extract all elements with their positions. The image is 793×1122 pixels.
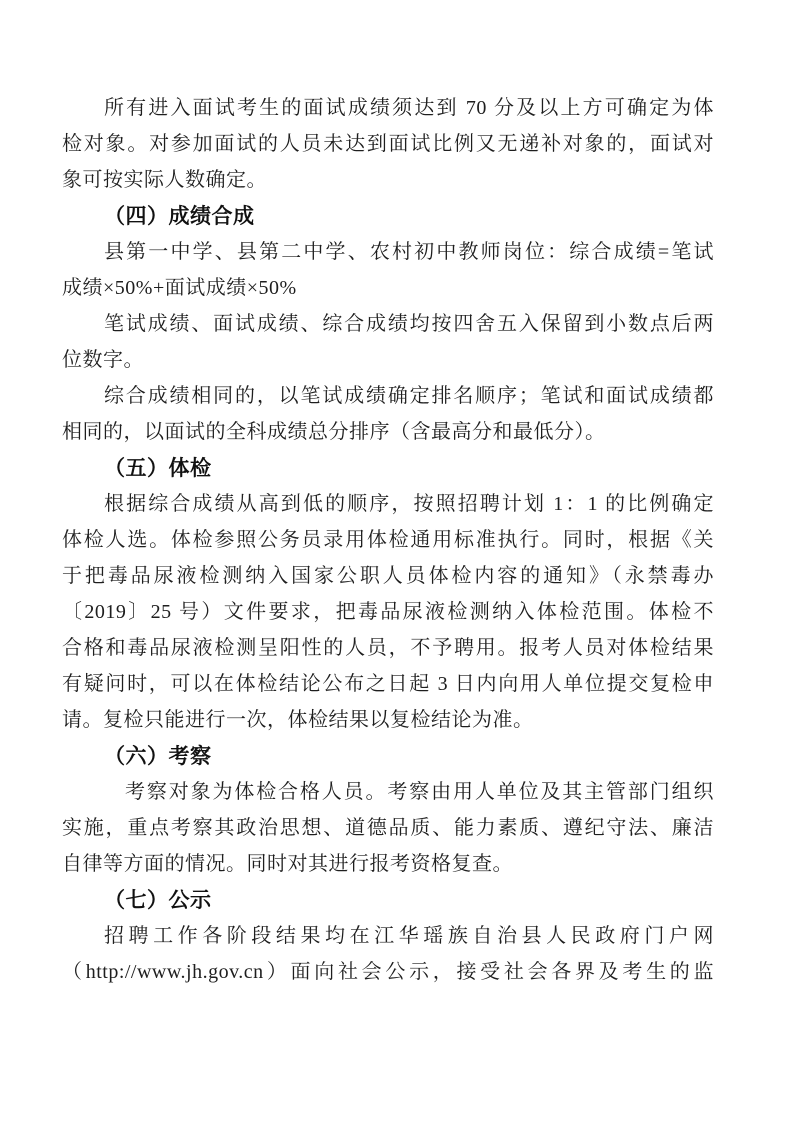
- text-line: 合格和毒品尿液检测呈阳性的人员，不予聘用。报考人员对体检结果: [62, 637, 714, 659]
- text-line: 有疑问时，可以在体检结论公布之日起 3 日内向用人单位提交复检申: [62, 673, 714, 695]
- text-line: 位数字。: [62, 349, 144, 371]
- text-line: 〔2019〕25 号）文件要求，把毒品尿液检测纳入体检范围。体检不: [62, 601, 714, 623]
- text-line: 检对象。对参加面试的人员未达到面试比例又无递补对象的，面试对: [62, 133, 714, 155]
- text-line: 县第一中学、县第二中学、农村初中教师岗位：综合成绩=笔试: [104, 241, 714, 263]
- text-line: 笔试成绩、面试成绩、综合成绩均按四舍五入保留到小数点后两: [104, 313, 714, 335]
- document-content: [62, 90, 714, 990]
- text-line: 成绩×50%+面试成绩×50%: [62, 277, 297, 299]
- section-heading: （七）公示: [104, 888, 212, 912]
- text-line: 所有进入面试考生的面试成绩须达到 70 分及以上方可确定为体: [104, 97, 714, 119]
- section-heading: （五）体检: [104, 456, 212, 480]
- text-line: 根据综合成绩从高到低的顺序，按照招聘计划 1：1 的比例确定: [104, 493, 714, 515]
- text-line: 招聘工作各阶段结果均在江华瑶族自治县人民政府门户网: [104, 925, 714, 947]
- section-heading: （四）成绩合成: [104, 204, 255, 228]
- text-line: 于把毒品尿液检测纳入国家公职人员体检内容的通知》（永禁毒办: [62, 565, 714, 587]
- text-line: 考察对象为体检合格人员。考察由用人单位及其主管部门组织: [125, 781, 714, 803]
- text-line: 自律等方面的情况。同时对其进行报考资格复查。: [62, 853, 513, 875]
- text-line: 实施，重点考察其政治思想、道德品质、能力素质、遵纪守法、廉洁: [62, 817, 714, 839]
- text-line: 相同的，以面试的全科成绩总分排序（含最高分和最低分）。: [62, 421, 606, 443]
- text-line: 请。复检只能进行一次，体检结果以复检结论为准。: [62, 709, 534, 731]
- text-line: 综合成绩相同的，以笔试成绩确定排名顺序；笔试和面试成绩都: [104, 385, 714, 407]
- text-line: 象可按实际人数确定。: [62, 169, 267, 191]
- text-line: 体检人选。体检参照公务员录用体检通用标准执行。同时，根据《关: [62, 529, 714, 551]
- section-heading: （六）考察: [104, 744, 212, 768]
- text-line: （http://www.jh.gov.cn）面向社会公示，接受社会各界及考生的监: [62, 961, 714, 983]
